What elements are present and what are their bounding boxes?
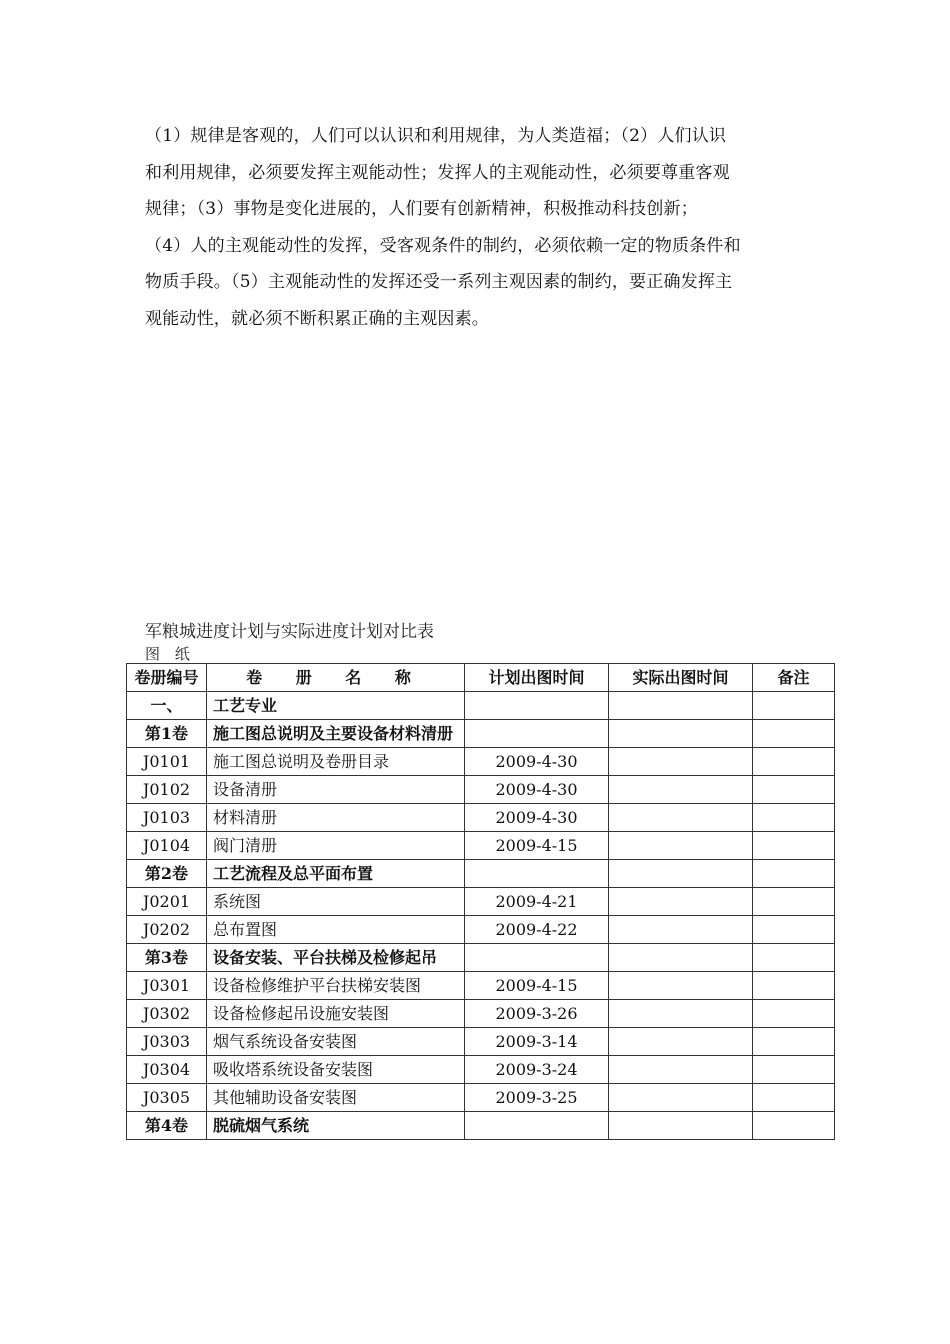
- volume-name-cell: 工艺流程及总平面布置: [207, 860, 465, 888]
- remarks-cell: [753, 1056, 835, 1084]
- volume-code-cell: 第4卷: [127, 1112, 207, 1140]
- table-caption: 图 纸: [145, 645, 195, 663]
- table-row: [127, 776, 835, 804]
- paragraph-line: 规律；（3）事物是变化进展的，人们要有创新精神，积极推动科技创新；: [145, 199, 698, 219]
- volume-name-cell: 工艺专业: [207, 692, 465, 720]
- remarks-cell: [753, 1112, 835, 1140]
- remarks-cell: [753, 1028, 835, 1056]
- actual-date-cell: [609, 1028, 753, 1056]
- actual-date-cell: [609, 832, 753, 860]
- volume-name-cell: 施工图总说明及卷册目录: [207, 748, 465, 776]
- table-row: [127, 804, 835, 832]
- schedule-table: [126, 663, 835, 1140]
- header-actual-date: 实际出图时间: [609, 664, 753, 692]
- volume-name-cell: 设备检修维护平台扶梯安装图: [207, 972, 465, 1000]
- table-row: [127, 1084, 835, 1112]
- header-remarks: 备注: [753, 664, 835, 692]
- actual-date-cell: [609, 1056, 753, 1084]
- volume-code-cell: J0302: [127, 1000, 207, 1028]
- volume-code-cell: 第3卷: [127, 944, 207, 972]
- table-row: [127, 1056, 835, 1084]
- remarks-cell: [753, 1000, 835, 1028]
- planned-date-cell: [465, 860, 609, 888]
- volume-code-cell: J0101: [127, 748, 207, 776]
- actual-date-cell: [609, 1112, 753, 1140]
- remarks-cell: [753, 888, 835, 916]
- table-row: [127, 1000, 835, 1028]
- document-title: 军粮城进度计划与实际进度计划对比表: [145, 622, 434, 642]
- planned-date-cell: 2009-4-15: [465, 832, 609, 860]
- header-volume-name: 卷 册 名 称: [207, 664, 465, 692]
- table-row: [127, 832, 835, 860]
- volume-code-cell: 第1卷: [127, 720, 207, 748]
- volume-name-cell: 吸收塔系统设备安装图: [207, 1056, 465, 1084]
- body-paragraph: [145, 118, 825, 337]
- planned-date-cell: 2009-4-30: [465, 804, 609, 832]
- remarks-cell: [753, 720, 835, 748]
- planned-date-cell: [465, 720, 609, 748]
- volume-name-cell: 设备检修起吊设施安装图: [207, 1000, 465, 1028]
- table-row: [127, 944, 835, 972]
- table-row: [127, 1112, 835, 1140]
- volume-code-cell: J0303: [127, 1028, 207, 1056]
- volume-name-cell: 其他辅助设备安装图: [207, 1084, 465, 1112]
- actual-date-cell: [609, 860, 753, 888]
- actual-date-cell: [609, 776, 753, 804]
- actual-date-cell: [609, 804, 753, 832]
- volume-name-cell: 设备清册: [207, 776, 465, 804]
- remarks-cell: [753, 972, 835, 1000]
- remarks-cell: [753, 776, 835, 804]
- volume-name-cell: 施工图总说明及主要设备材料清册: [207, 720, 465, 748]
- table-row: [127, 720, 835, 748]
- planned-date-cell: 2009-3-14: [465, 1028, 609, 1056]
- planned-date-cell: [465, 1112, 609, 1140]
- table-row: [127, 692, 835, 720]
- planned-date-cell: 2009-3-26: [465, 1000, 609, 1028]
- table-row: [127, 748, 835, 776]
- actual-date-cell: [609, 972, 753, 1000]
- planned-date-cell: 2009-4-30: [465, 748, 609, 776]
- remarks-cell: [753, 692, 835, 720]
- header-volume-code: 卷册编号: [127, 664, 207, 692]
- table-row: [127, 888, 835, 916]
- volume-code-cell: J0103: [127, 804, 207, 832]
- volume-code-cell: J0304: [127, 1056, 207, 1084]
- table-header-row: [127, 664, 835, 692]
- remarks-cell: [753, 1084, 835, 1112]
- volume-name-cell: 材料清册: [207, 804, 465, 832]
- paragraph-line: 物质手段。（5）主观能动性的发挥还受一系列主观因素的制约，要正确发挥主: [145, 272, 733, 292]
- planned-date-cell: 2009-4-21: [465, 888, 609, 916]
- volume-name-cell: 设备安装、平台扶梯及检修起吊: [207, 944, 465, 972]
- actual-date-cell: [609, 888, 753, 916]
- remarks-cell: [753, 748, 835, 776]
- paragraph-line: （1）规律是客观的，人们可以认识和利用规律，为人类造福；（2）人们认识: [145, 126, 727, 146]
- actual-date-cell: [609, 1084, 753, 1112]
- actual-date-cell: [609, 720, 753, 748]
- planned-date-cell: 2009-4-30: [465, 776, 609, 804]
- planned-date-cell: [465, 692, 609, 720]
- actual-date-cell: [609, 748, 753, 776]
- actual-date-cell: [609, 692, 753, 720]
- actual-date-cell: [609, 944, 753, 972]
- volume-code-cell: J0301: [127, 972, 207, 1000]
- volume-code-cell: 第2卷: [127, 860, 207, 888]
- planned-date-cell: 2009-3-25: [465, 1084, 609, 1112]
- planned-date-cell: 2009-4-15: [465, 972, 609, 1000]
- volume-code-cell: J0202: [127, 916, 207, 944]
- table-row: [127, 972, 835, 1000]
- actual-date-cell: [609, 916, 753, 944]
- actual-date-cell: [609, 1000, 753, 1028]
- header-planned-date: 计划出图时间: [465, 664, 609, 692]
- planned-date-cell: 2009-3-24: [465, 1056, 609, 1084]
- paragraph-line: （4）人的主观能动性的发挥，受客观条件的制约，必须依赖一定的物质条件和: [145, 235, 741, 256]
- paragraph-line: 和利用规律，必须要发挥主观能动性；发挥人的主观能动性，必须要尊重客观: [145, 162, 730, 183]
- planned-date-cell: [465, 944, 609, 972]
- volume-name-cell: 总布置图: [207, 916, 465, 944]
- volume-name-cell: 脱硫烟气系统: [207, 1112, 465, 1140]
- volume-code-cell: J0305: [127, 1084, 207, 1112]
- volume-code-cell: J0201: [127, 888, 207, 916]
- remarks-cell: [753, 804, 835, 832]
- volume-code-cell: J0104: [127, 832, 207, 860]
- volume-name-cell: 系统图: [207, 888, 465, 916]
- remarks-cell: [753, 832, 835, 860]
- planned-date-cell: 2009-4-22: [465, 916, 609, 944]
- volume-name-cell: 阀门清册: [207, 832, 465, 860]
- table-body: [127, 692, 835, 1140]
- remarks-cell: [753, 916, 835, 944]
- table-row: [127, 860, 835, 888]
- volume-code-cell: 一、: [127, 692, 207, 720]
- remarks-cell: [753, 860, 835, 888]
- volume-name-cell: 烟气系统设备安装图: [207, 1028, 465, 1056]
- remarks-cell: [753, 944, 835, 972]
- paragraph-line: 观能动性，就必须不断积累正确的主观因素。: [145, 308, 489, 329]
- table-row: [127, 1028, 835, 1056]
- table-row: [127, 916, 835, 944]
- volume-code-cell: J0102: [127, 776, 207, 804]
